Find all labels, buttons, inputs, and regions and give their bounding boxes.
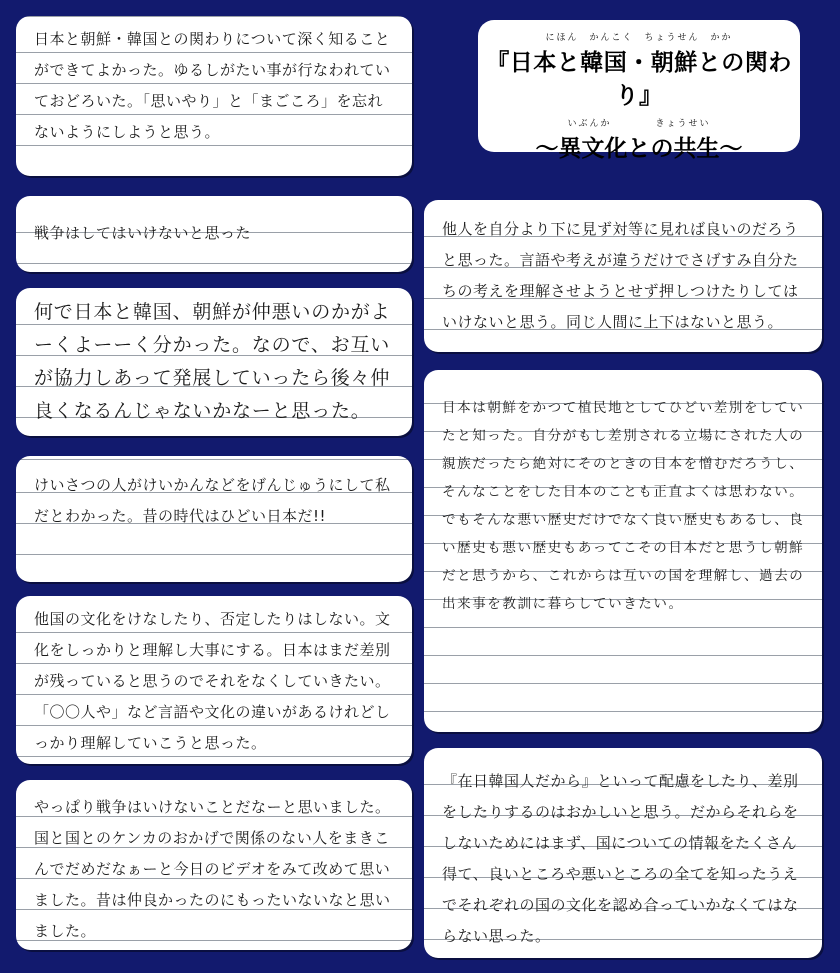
comment-card-7 <box>424 200 822 352</box>
comment-card-3 <box>16 288 412 436</box>
comment-card-8 <box>424 370 822 732</box>
comment-text: けいさつの人がけいかんなどをげんじゅうにして私だとわかった。昔の時代はひどい日本だ!! <box>34 476 391 525</box>
title-card <box>478 20 800 162</box>
comment-text: やっぱり戦争はいけないことだなーと思いました。国と国とのケンカのおかげで関係のない人をまきこんでだめだなぁーと今日のビデオをみて改めて思いました。昔は仲良かったのにもったいないなと思いました。 <box>34 798 391 940</box>
comment-text: 他人を自分より下に見ず対等に見れば良いのだろうと思った。言語や考えが違うだけでさげすみ自分たちの考えを理解させようとせず押しつけたりしてはいけないと思う。同じ人間に上下はないと思う。 <box>442 220 799 331</box>
comment-text: 戦争はしてはいけないと思った <box>34 224 252 242</box>
comment-card-1 <box>16 16 412 176</box>
comment-text: 日本と朝鮮・韓国との関わりについて深く知ることができてよかった。ゆるしがたい事が行なわれていておどろいた。「思いやり」と「まごころ」を忘れないようにしようと思う。 <box>34 30 391 141</box>
comment-text: 『在日韓国人だから』といって配慮をしたり、差別をしたりするのはおかしいと思う。だからそれらをしないためにはまず、国についての情報をたくさん得て、良いところや悪いところの全てを知ったうえでそれぞれの国の文化を認め合っていかなくてはならない思った。 <box>442 772 799 945</box>
comment-text: 日本は朝鮮をかつて植民地としてひどい差別をしていたと知った。自分がもし差別される立場にされた人の親族だったら絶対にそのときの日本を憎むだろうし、そんなことをした日本のことも正直よくは思わない。でもそんな悪い歴史だけでなく良い歴史もあるし、良い歴史も悪い歴史もあってこその日本だと思うし朝鮮だと思うから、これからは互いの国を理解し、過去の出来事を教訓に暮らしていきたい。 <box>442 400 805 612</box>
comment-text: 他国の文化をけなしたり、否定したりはしない。文化をしっかりと理解し大事にする。日本はまだ差別が残っていると思うのでそれをなくしていきたい。「〇〇人や」など言語や文化の違いがあるけれどしっかり理解していこうと思った。 <box>34 610 391 752</box>
comment-card-4 <box>16 456 412 582</box>
subtitle-ruby: いぶんか きょうせい <box>567 119 711 129</box>
page-title: 『日本と韓国・朝鮮との関わり』 <box>486 50 792 109</box>
comment-card-5 <box>16 596 412 764</box>
comment-card-6 <box>16 780 412 950</box>
page-subtitle: ～異文化との共生～ <box>535 136 743 162</box>
title-ruby: にほん かんこく ちょうせん かか <box>545 33 733 43</box>
comment-text: 何で日本と韓国、朝鮮が仲悪いのかがよーくよーーく分かった。なので、お互いが協力しあって発展していったら後々仲良くなるんじゃないかなーと思った。 <box>34 301 391 422</box>
comment-card-2 <box>16 196 412 272</box>
comment-card-9 <box>424 748 822 958</box>
